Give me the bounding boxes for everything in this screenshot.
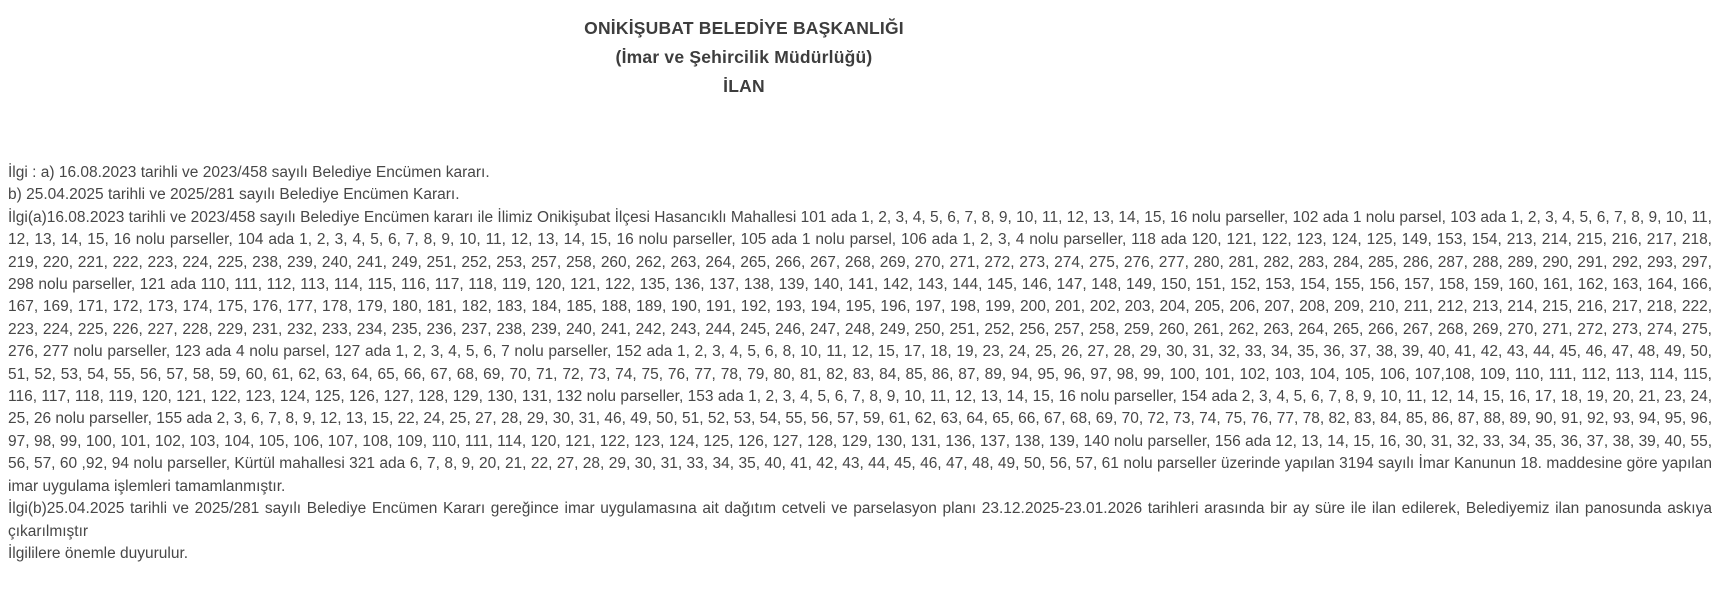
document-body bbox=[0, 162, 1722, 565]
document-title: ONİKİŞUBAT BELEDİYE BAŞKANLIĞI bbox=[584, 18, 904, 38]
reference-line-a: İlgi : a) 16.08.2023 tarihli ve 2023/458 sayılı Belediye Encümen kararı. bbox=[8, 164, 490, 181]
reference-line-b: b) 25.04.2025 tarihli ve 2025/281 sayılı Belediye Encümen Kararı. bbox=[8, 186, 460, 204]
document-type-heading: İLAN bbox=[723, 76, 765, 96]
paragraph-ilgi-a: İlgi(a)16.08.2023 tarihli ve 2023/458 sayılı Belediye Encümen kararı ile İlimiz Onikişubat İlçesi Hasancıklı Mahallesi 101 ada 1, 2, 3, 4, 5, 6, 7, 8, 9, 10, 11, 12, 13, 14, 15, 16 nolu parseller, 102 ada 1 nolu parsel, 103 ada 1, 2, 3, 4, 5, 6, 7, 8, 9, 10, 11, 12, 13, 14, 15, 16 nolu parseller, 104 ada 1, 2, 3, 4, 5, 6, 7, 8, 9, 10, 11, 12, 13, 14, 15, 16 nolu parseller, 105 ada 1 nolu parsel, 106 ada 1, 2, 3, 4 nolu parseller, 118 ada 120, 121, 122, 123, 124, 125, 149, 153, 154, 213, 214, 215, 216, 217, 218, 219, 220, 221, 222, 223, 224, 225, 238, 239, 240, 241, 249, 251, 252, 253, 257, 258, 260, 262, 263, 264, 265, 266, 267, 268, 269, 270, 271, 272, 273, 274, 275, 276, 277, 280, 281, 282, 283, 284, 285, 286, 287, 288, 289, 290, 291, 292, 293, 297, 298 nolu parseller, 121 ada 110, 111, 112, 113, 114, 115, 116, 117, 118, 119, 120, 121, 122, 135, 136, 137, 138, 139, 140, 141, 142, 143, 144, 145, 146, 147, 148, 149, 150, 151, 152, 153, 154, 155, 156, 157, 158, 159, 160, 161, 162, 163, 164, 166, 167, 169, 171, 172, 173, 174, 175, 176, 177, 178, 179, 180, 181, 182, 183, 184, 185, 188, 189, 190, 191, 192, 193, 194, 195, 196, 197, 198, 199, 200, 201, 202, 203, 204, 205, 206, 207, 208, 209, 210, 211, 212, 213, 214, 215, 216, 217, 218, 222, 223, 224, 225, 226, 227, 228, 229, 231, 232, 233, 234, 235, 236, 237, 238, 239, 240, 241, 242, 243, 244, 245, 246, 247, 248, 249, 250, 251, 252, 256, 257, 258, 259, 260, 261, 262, 263, 264, 265, 266, 267, 268, 269, 270, 271, 272, 273, 274, 275, 276, 277 nolu parseller, 123 ada 4 nolu parsel, 127 ada 1, 2, 3, 4, 5, 6, 7 nolu parseller, 152 ada 1, 2, 3, 4, 5, 6, 8, 10, 11, 12, 15, 17, 18, 19, 23, 24, 25, 26, 27, 28, 29, 30, 31, 32, 33, 34, 35, 36, 37, 38, 39, 40, 41, 42, 43, 44, 45, 46, 47, 48, 49, 50, 51, 52, 53, 54, 55, 56, 57, 58, 59, 60, 61, 62, 63, 64, 65, 66, 67, 68, 69, 70, 71, 72, 73, 74, 75, 76, 77, 78, 79, 80, 81, 82, 83, 84, 85, 86, 87, 89, 94, 95, 96, 97, 98, 99, 100, 101, 102, 103, 104, 105, 106, 107,108, 109, 110, 111, 112, 113, 114, 115, 116, 117, 118, 119, 120, 121, 122, 123, 124, 125, 126, 127, 128, 129, 130, 131, 132 nolu parseller, 153 ada 1, 2, 3, 4, 5, 6, 7, 8, 9, 10, 11, 12, 13, 14, 15, 16 nolu parseller, 154 ada 2, 3, 4, 5, 6, 7, 8, 9, 10, 11, 12, 14, 15, 16, 17, 18, 19, 20, 21, 23, 24, 25, 26 nolu parseller, 155 ada 2, 3, 6, 7, 8, 9, 12, 13, 15, 22, 24, 25, 27, 28, 29, 30, 31, 46, 49, 50, 51, 52, 53, 54, 55, 56, 57, 59, 61, 62, 63, 64, 65, 66, 67, 68, 69, 70, 72, 73, 74, 75, 76, 77, 78, 82, 83, 84, 85, 86, 87, 88, 89, 90, 91, 92, 93, 94, 95, 96, 97, 98, 99, 100, 101, 102, 103, 104, 105, 106, 107, 108, 109, 110, 111, 114, 120, 121, 122, 123, 124, 125, 126, 127, 128, 129, 130, 131, 136, 137, 138, 139, 140 nolu parseller, 156 ada 12, 13, 14, 15, 16, 30, 31, 32, 33, 34, 35, 36, 37, 38, 39, 40, 55, 56, 57, 60 ,92, 94 nolu parseller, Kürtül mahallesi 321 ada 6, 7, 8, 9, 20, 21, 22, 27, 28, 29, 30, 31, 33, 34, 35, 40, 41, 42, 43, 44, 45, 46, 47, 48, 49, 50, 56, 57, 61 nolu parseller üzerinde yapılan 3194 sayılı İmar Kanunun 18. maddesine göre yapılan imar uygulama işlemleri tamamlanmıştır. bbox=[8, 208, 1712, 495]
closing-line: İlgililere önemle duyurulur. bbox=[8, 544, 189, 562]
document-header bbox=[0, 14, 1488, 101]
paragraph-ilgi-b: İlgi(b)25.04.2025 tarihli ve 2025/281 sayılı Belediye Encümen Kararı gereğince imar uygulamasına ait dağıtım cetveli ve parselasyon planı 23.12.2025-23.01.2026 tarihleri arasında bir ay süre ile ilan edilerek, Belediyemiz ilan panosunda askıya çıkarılmıştır bbox=[8, 500, 1712, 540]
document-subtitle: (İmar ve Şehircilik Müdürlüğü) bbox=[615, 47, 873, 67]
